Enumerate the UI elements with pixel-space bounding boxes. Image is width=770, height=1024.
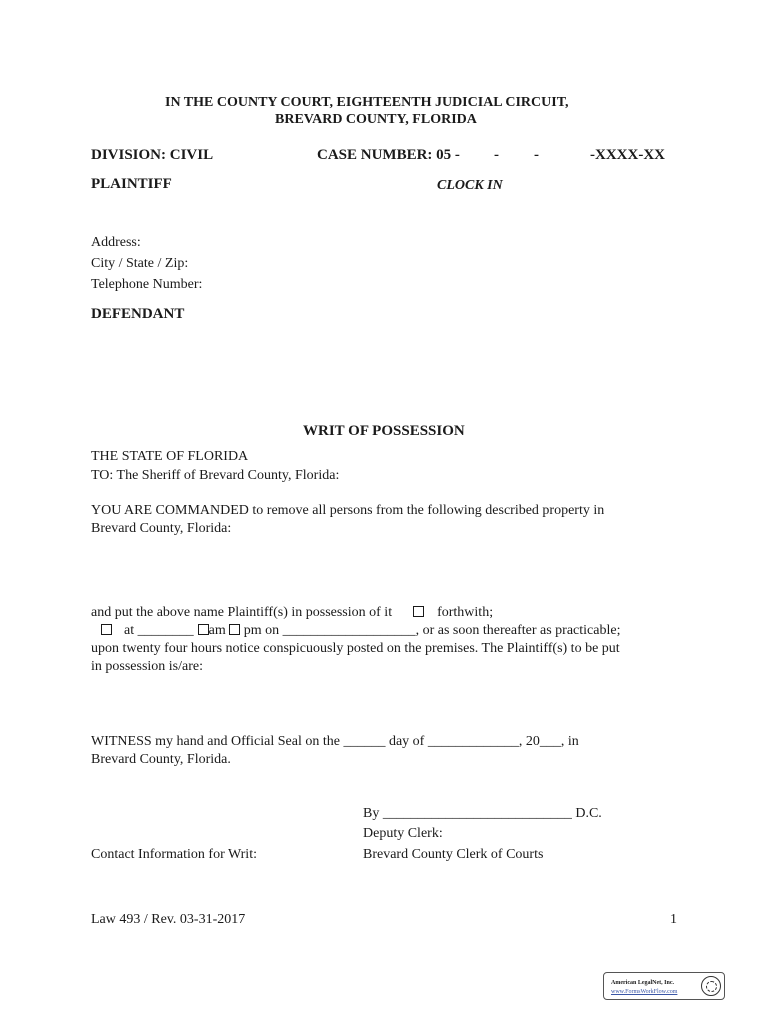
plaintiff-label: PLAINTIFF — [91, 176, 172, 192]
clock-in-label: CLOCK IN — [437, 178, 503, 193]
forthwith-label: forthwith; — [437, 605, 494, 620]
date-blank[interactable]: ___________________ — [282, 623, 416, 638]
command-line: Brevard County, Florida: — [91, 521, 232, 536]
publisher-url[interactable]: www.FormsWorkFlow.com — [611, 989, 678, 995]
dc-label: D.C. — [575, 806, 602, 821]
address-label: Address: — [91, 235, 141, 250]
signature-by-line — [363, 806, 602, 822]
command-line: YOU ARE COMMANDED to remove all persons from the following described property in — [91, 503, 605, 518]
signature-blank[interactable]: ___________________________ — [382, 806, 572, 821]
at-label: at — [124, 623, 135, 638]
city-state-zip-label: City / State / Zip: — [91, 256, 189, 271]
at-time-blank[interactable]: ________ — [137, 623, 194, 638]
case-number-dash: - — [534, 147, 539, 163]
am-label: am — [208, 623, 226, 638]
telephone-label: Telephone Number: — [91, 277, 203, 292]
case-number-label: CASE NUMBER: 05 - — [317, 147, 460, 163]
writ-title: WRIT OF POSSESSION — [303, 423, 465, 439]
forthwith-checkbox[interactable] — [413, 606, 424, 617]
by-label: By — [363, 806, 380, 821]
at-time-checkbox[interactable] — [101, 624, 112, 635]
at-time-line — [101, 623, 620, 639]
contact-info-label: Contact Information for Writ: — [91, 847, 257, 862]
division-label: DIVISION: CIVIL — [91, 147, 214, 163]
as-soon-text: , or as soon thereafter as practicable; — [415, 623, 621, 638]
publisher-logo[interactable] — [603, 972, 725, 1000]
witness-line: Brevard County, Florida. — [91, 752, 231, 767]
form-id: Law 493 / Rev. 03-31-2017 — [91, 912, 246, 927]
case-number-suffix: -XXXX-XX — [590, 147, 665, 163]
pm-label: pm on — [243, 623, 280, 638]
witness-line: WITNESS my hand and Official Seal on the ______ day of _____________, 20___, in — [91, 734, 579, 749]
defendant-label: DEFENDANT — [91, 306, 185, 322]
publisher-name: American LegalNet, Inc. — [611, 980, 674, 986]
case-number-dash: - — [494, 147, 499, 163]
court-header-line2: BREVARD COUNTY, FLORIDA — [275, 112, 477, 127]
pm-checkbox[interactable] — [229, 624, 240, 635]
possession-is-line: in possession is/are: — [91, 659, 203, 674]
clerk-of-courts-label: Brevard County Clerk of Courts — [363, 847, 544, 862]
state-line: THE STATE OF FLORIDA — [91, 449, 249, 464]
court-header-line1: IN THE COUNTY COURT, EIGHTEENTH JUDICIAL CIRCUIT, — [165, 95, 569, 110]
deputy-clerk-label: Deputy Clerk: — [363, 826, 443, 841]
page-number: 1 — [670, 912, 677, 927]
am-checkbox[interactable] — [198, 624, 209, 635]
notice-line: upon twenty four hours notice conspicuously posted on the premises. The Plaintiff(s) to be put — [91, 641, 620, 656]
seal-icon — [701, 976, 721, 996]
possession-line — [91, 605, 493, 621]
to-sheriff-line: TO: The Sheriff of Brevard County, Florida: — [91, 468, 340, 483]
possession-text: and put the above name Plaintiff(s) in possession of it — [91, 605, 393, 620]
